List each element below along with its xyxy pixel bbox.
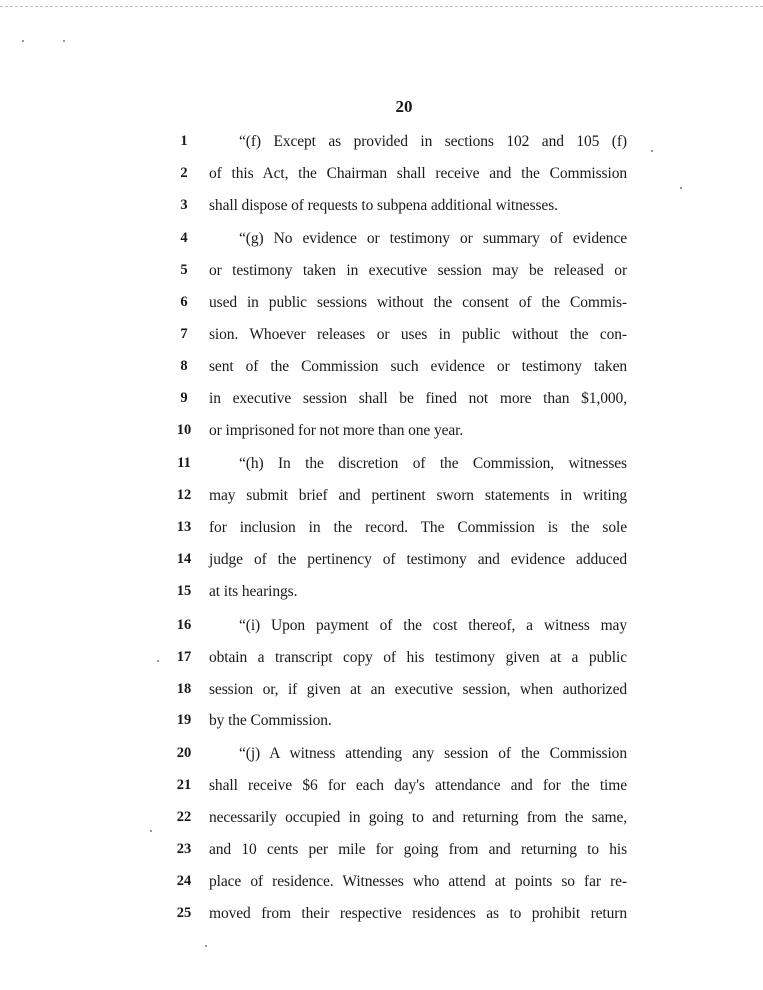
line-text: sion. Whoever releases or uses in public without the con- <box>209 326 627 343</box>
bill-line <box>0 649 763 673</box>
line-number: 14 <box>176 551 192 567</box>
line-text: may submit brief and pertinent sworn statements in writing <box>209 487 627 504</box>
line-text: shall receive $6 for each day's attendance and for the time <box>209 777 627 794</box>
bill-line <box>0 841 763 865</box>
bill-line <box>0 777 763 801</box>
line-text: judge of the pertinency of testimony and evidence adduced <box>209 551 627 568</box>
line-text: obtain a transcript copy of his testimony given at a public <box>209 649 627 666</box>
line-number: 18 <box>176 681 192 697</box>
scan-speck <box>150 830 152 832</box>
line-number: 7 <box>180 326 188 342</box>
bill-line <box>0 165 763 189</box>
line-number: 23 <box>176 841 192 857</box>
line-text: “(h) In the discretion of the Commission, witnesses <box>239 455 627 472</box>
line-number: 13 <box>176 519 192 535</box>
bill-line <box>0 519 763 543</box>
line-number: 12 <box>176 487 192 503</box>
line-number: 11 <box>177 455 191 471</box>
page-number: 20 <box>395 97 413 116</box>
line-text: in executive session shall be fined not more than $1,000, <box>209 390 627 407</box>
bill-line <box>0 390 763 414</box>
line-text: “(f) Except as provided in sections 102 and 105 (f) <box>239 133 627 150</box>
line-text: and 10 cents per mile for going from and returning to his <box>209 841 627 858</box>
scan-speck <box>651 150 653 152</box>
line-number: 22 <box>176 809 192 825</box>
line-text: sent of the Commission such evidence or testimony taken <box>209 358 627 375</box>
line-number: 19 <box>176 712 192 728</box>
line-text: shall dispose of requests to subpena additional witnesses. <box>209 197 558 214</box>
line-text: at its hearings. <box>209 583 298 600</box>
bill-line <box>0 487 763 511</box>
line-number: 2 <box>180 165 188 181</box>
bill-line <box>0 133 763 157</box>
line-text: “(i) Upon payment of the cost thereof, a witness may <box>239 617 627 634</box>
bill-line <box>0 712 763 736</box>
line-number: 9 <box>180 390 188 406</box>
bill-line <box>0 197 763 221</box>
bill-line <box>0 873 763 897</box>
bill-line <box>0 745 763 769</box>
bill-line <box>0 230 763 254</box>
line-text: place of residence. Witnesses who attend at points so far re- <box>209 873 627 890</box>
bill-line <box>0 358 763 382</box>
scan-speck <box>205 945 207 947</box>
line-text: for inclusion in the record. The Commission is the sole <box>209 519 627 536</box>
line-number: 24 <box>176 873 192 889</box>
line-number: 16 <box>176 617 192 633</box>
line-text: session or, if given at an executive session, when authorized <box>209 681 627 698</box>
line-number: 6 <box>180 294 188 310</box>
line-number: 20 <box>176 745 192 761</box>
scan-speck <box>157 660 159 662</box>
bill-line <box>0 551 763 575</box>
line-text: of this Act, the Chairman shall receive and the Commission <box>209 165 627 182</box>
bill-line <box>0 422 763 446</box>
line-number: 1 <box>180 133 188 149</box>
line-number: 8 <box>180 358 188 374</box>
line-number: 21 <box>176 777 192 793</box>
bill-line <box>0 809 763 833</box>
line-number: 15 <box>176 583 192 599</box>
page-top-edge <box>0 6 763 7</box>
bill-line <box>0 905 763 929</box>
line-number: 5 <box>180 262 188 278</box>
line-text: used in public sessions without the consent of the Commis- <box>209 294 627 311</box>
line-text: by the Commission. <box>209 712 332 729</box>
line-text: or testimony taken in executive session may be released or <box>209 262 627 279</box>
bill-line <box>0 326 763 350</box>
line-text: moved from their respective residences as to prohibit return <box>209 905 627 922</box>
scan-speck <box>680 187 682 189</box>
line-number: 4 <box>180 230 188 246</box>
line-number: 17 <box>176 649 192 665</box>
line-text: or imprisoned for not more than one year. <box>209 422 464 439</box>
scan-speck <box>22 40 24 42</box>
line-text: “(g) No evidence or testimony or summary of evidence <box>239 230 627 247</box>
scan-speck <box>63 40 65 42</box>
line-text: “(j) A witness attending any session of the Commission <box>239 745 627 762</box>
bill-line <box>0 262 763 286</box>
line-number: 3 <box>180 197 188 213</box>
bill-line <box>0 294 763 318</box>
bill-line <box>0 455 763 479</box>
bill-line <box>0 617 763 641</box>
line-number: 25 <box>176 905 192 921</box>
line-text: necessarily occupied in going to and returning from the same, <box>209 809 627 826</box>
line-number: 10 <box>176 422 192 438</box>
bill-line <box>0 583 763 607</box>
bill-line <box>0 681 763 705</box>
